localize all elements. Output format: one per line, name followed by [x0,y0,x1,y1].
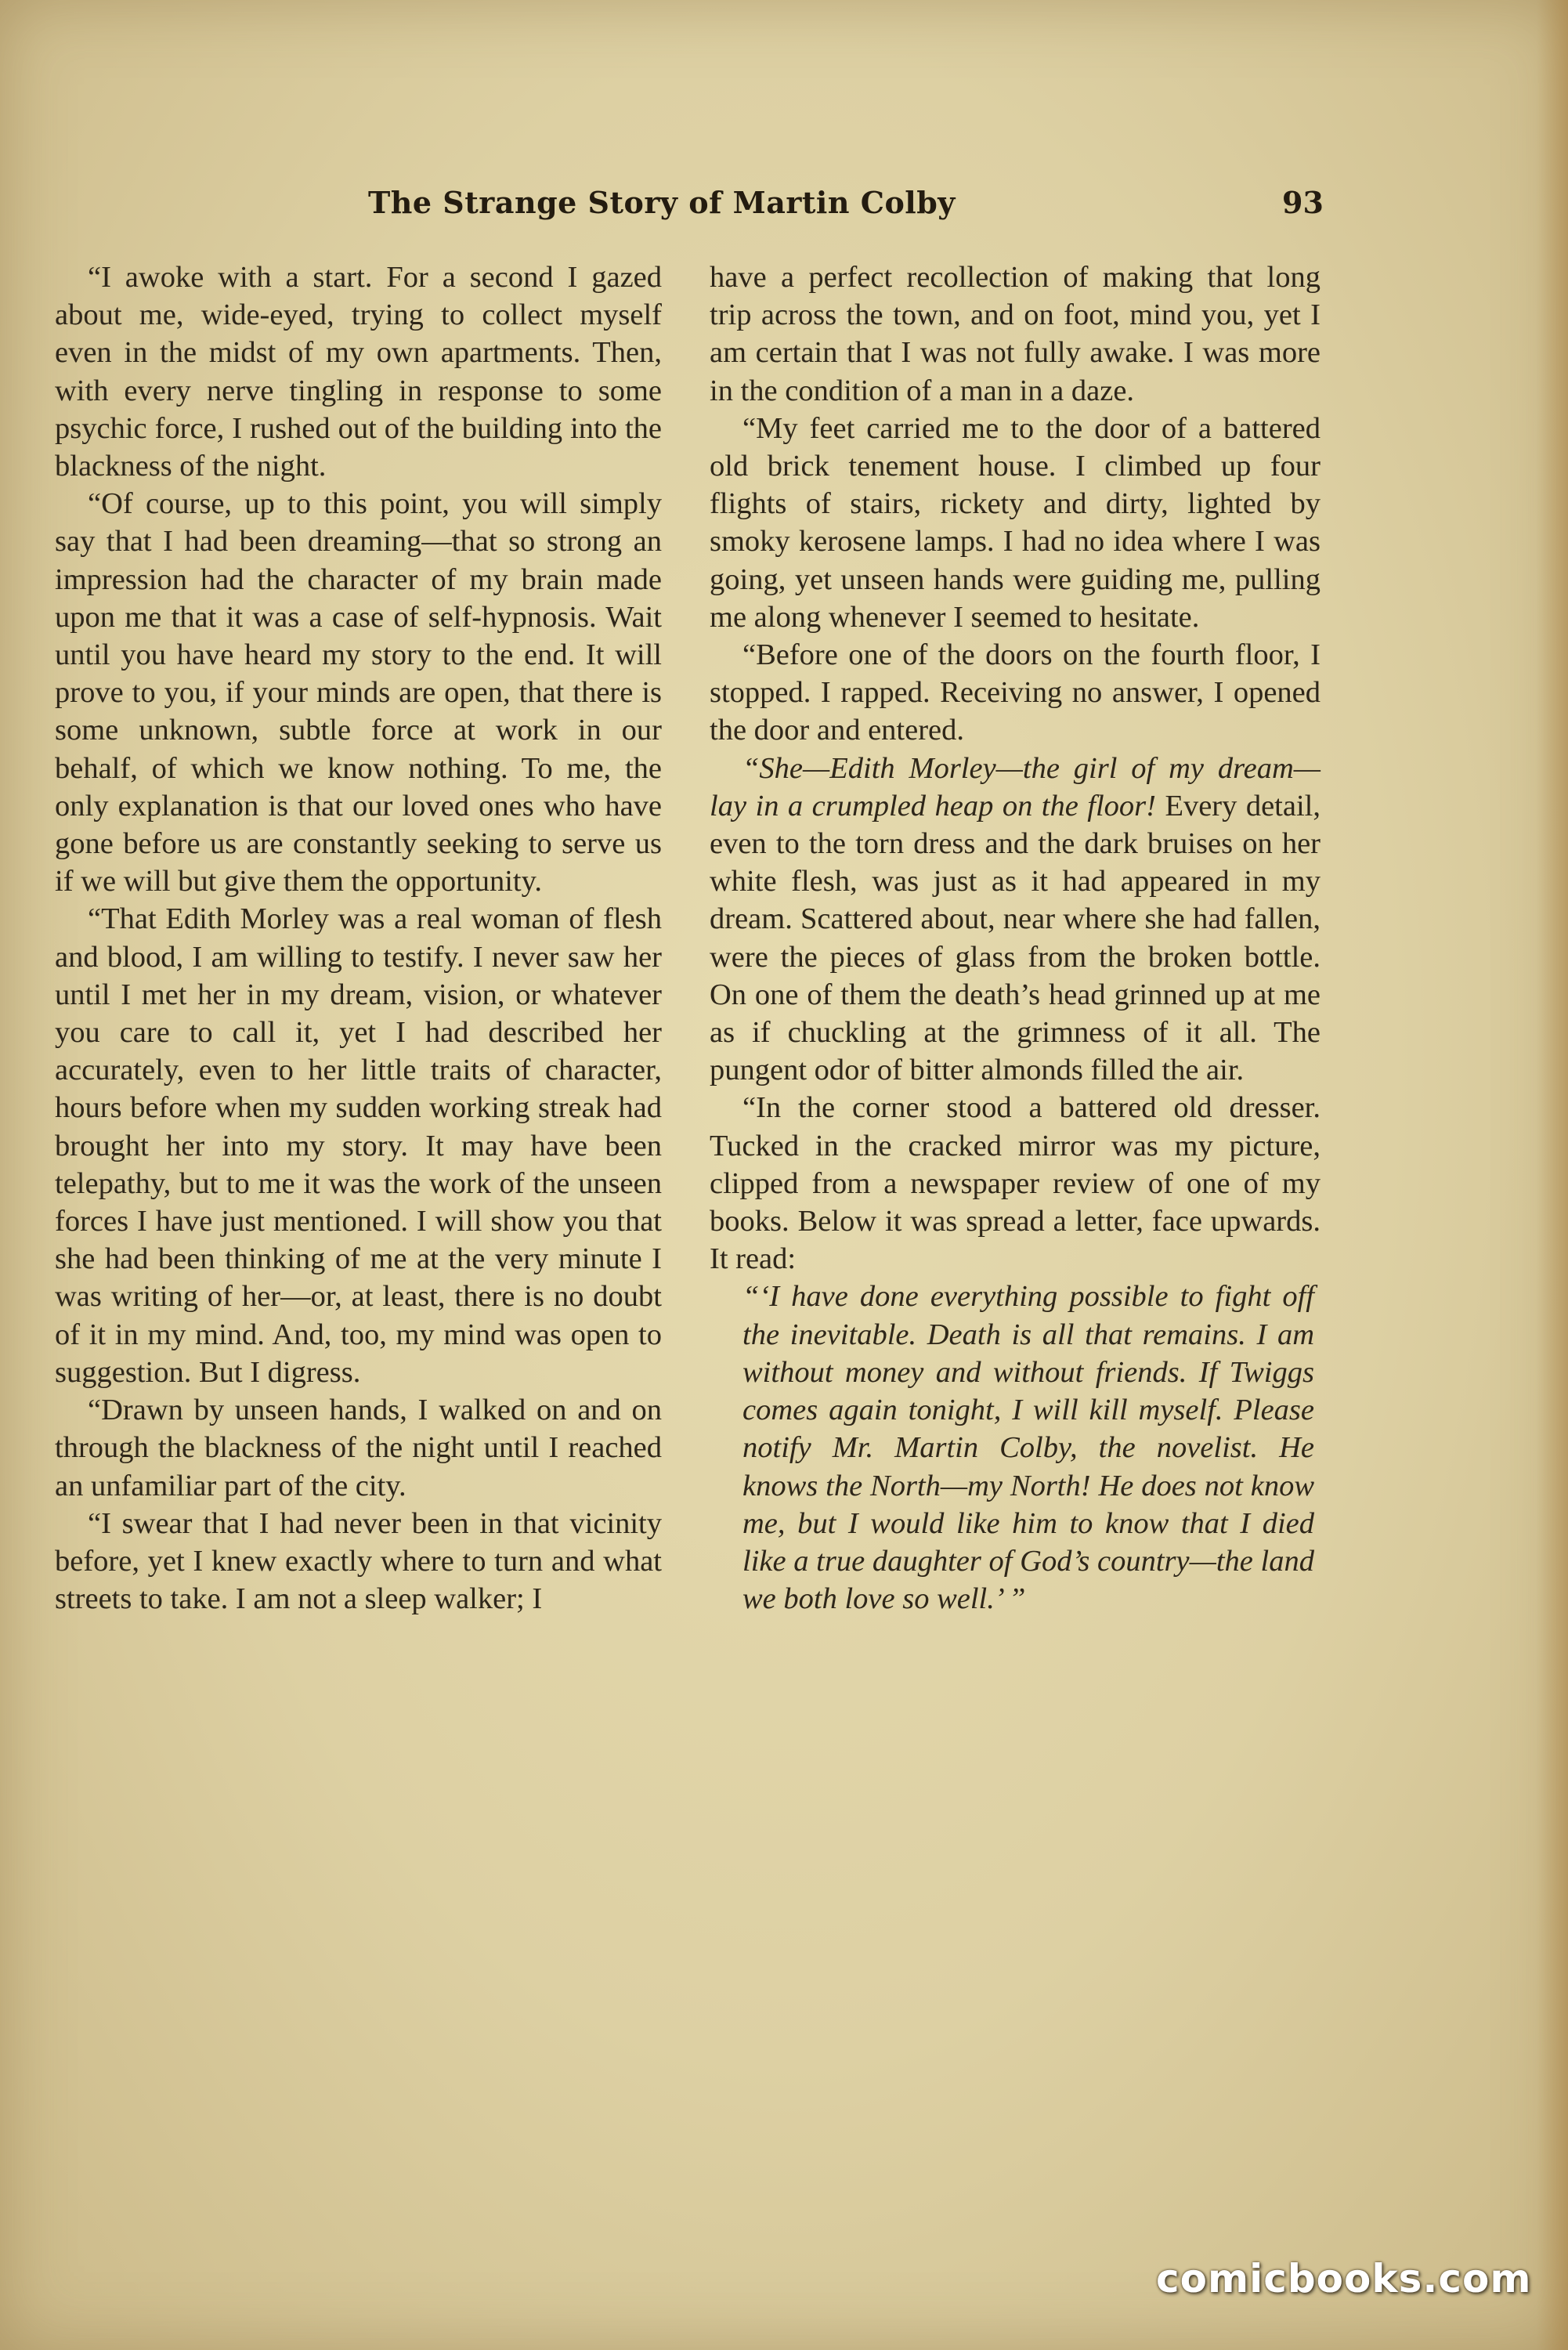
paragraph: “I awoke with a start. For a second I gazed about me, wide-eyed, trying to collect myself even in the midst of my own apartments. Then, with every nerve tingling in response to some psychic force, I rushed out of the building into the blackness of the night. [55,261,662,483]
left-column [55,258,662,1618]
paragraph-discovery [710,750,1321,1090]
right-column [710,258,1321,1618]
paragraph: “Of course, up to this point, you will simply say that I had been dreaming—that so strong an impression had the character of my brain made upon me that it was a case of self-hypnosis. Wait until you have heard my story to the end. It will prove to you, if your minds are open, that there is some unknown, subtle force at work in our behalf, of which we know nothing. To me, the only explanation is that our loved ones who have gone before us are constantly seeking to serve us if we will but give them the opportunity. [55,487,662,898]
paragraph: “That Edith Morley was a real woman of flesh and blood, I am willing to testify. I never saw her until I met her in my dream, vision, or whatever you care to call it, yet I had described her accurately, even to her little traits of character, hours before when my sudden working streak had brought her into my story. It may have been telepathy, but to me it was the work of the unseen forces I have just mentioned. I will show you that she had been thinking of me at the very minute I was writing of her—or, at least, there is no doubt of it in my mind. And, too, my mind was open to suggestion. But I digress. [55,902,662,1389]
page-right-edge [1537,0,1568,2350]
paragraph-text: Every detail, even to the torn dress and the dark bruises on her white flesh, was just as it had appeared in my dream. Scattered about, near where she had fallen, were the pieces of glass from the broken bottle. On one of them the death’s head grinned up at me as if chuckling at the grimness of it all. The pungent odor of bitter almonds filled the air. [710,789,1321,1087]
italic-exclamation: “She—Edith Morley—the girl of my dream—lay in a crumpled heap on the floor! [710,751,1321,822]
page-number: 93 [1282,185,1324,220]
suicide-letter: “‘I have done everything possible to fight off the inevitable. Death is all that remains. I am without money and without friends. If Twiggs comes again tonight, I will kill myself. Please notify Mr. Martin Colby, the novelist. He knows the North—my North! He does not know me, but I would like him to know that I died like a true daughter of God’s country—the land we both love so well.’ ” [742,1280,1314,1616]
paragraph: “I swear that I had never been in that vicinity before, yet I knew exactly where to turn and what streets to take. I am not a sleep walker; I [55,1506,662,1616]
paragraph: “Before one of the doors on the fourth floor, I stopped. I rapped. Receiving no answer, I opened the door and entered. [710,638,1321,747]
paragraph-continued: have a perfect recollection of making that long trip across the town, and on foot, mind you, yet I am certain that I was not fully awake. I was more in the condition of a man in a daze. [710,261,1321,407]
paragraph: “My feet carried me to the door of a battered old brick tenement house. I climbed up four flights of stairs, rickety and dirty, lighted by smoky kerosene lamps. I had no idea where I was going, yet unseen hands were guiding me, pulling me along whenever I seemed to hesitate. [710,411,1321,634]
running-title: The Strange Story of Martin Colby [368,185,956,220]
watermark: comicbooks.com [1156,2256,1532,2301]
running-head [0,185,1568,232]
paragraph: “Drawn by unseen hands, I walked on and on through the blackness of the night until I reached an unfamiliar part of the city. [55,1394,662,1502]
paragraph: “In the corner stood a battered old dresser. Tucked in the cracked mirror was my picture, clipped from a newspaper review of one of my books. Below it was spread a letter, face upwards. It read: [710,1091,1321,1276]
